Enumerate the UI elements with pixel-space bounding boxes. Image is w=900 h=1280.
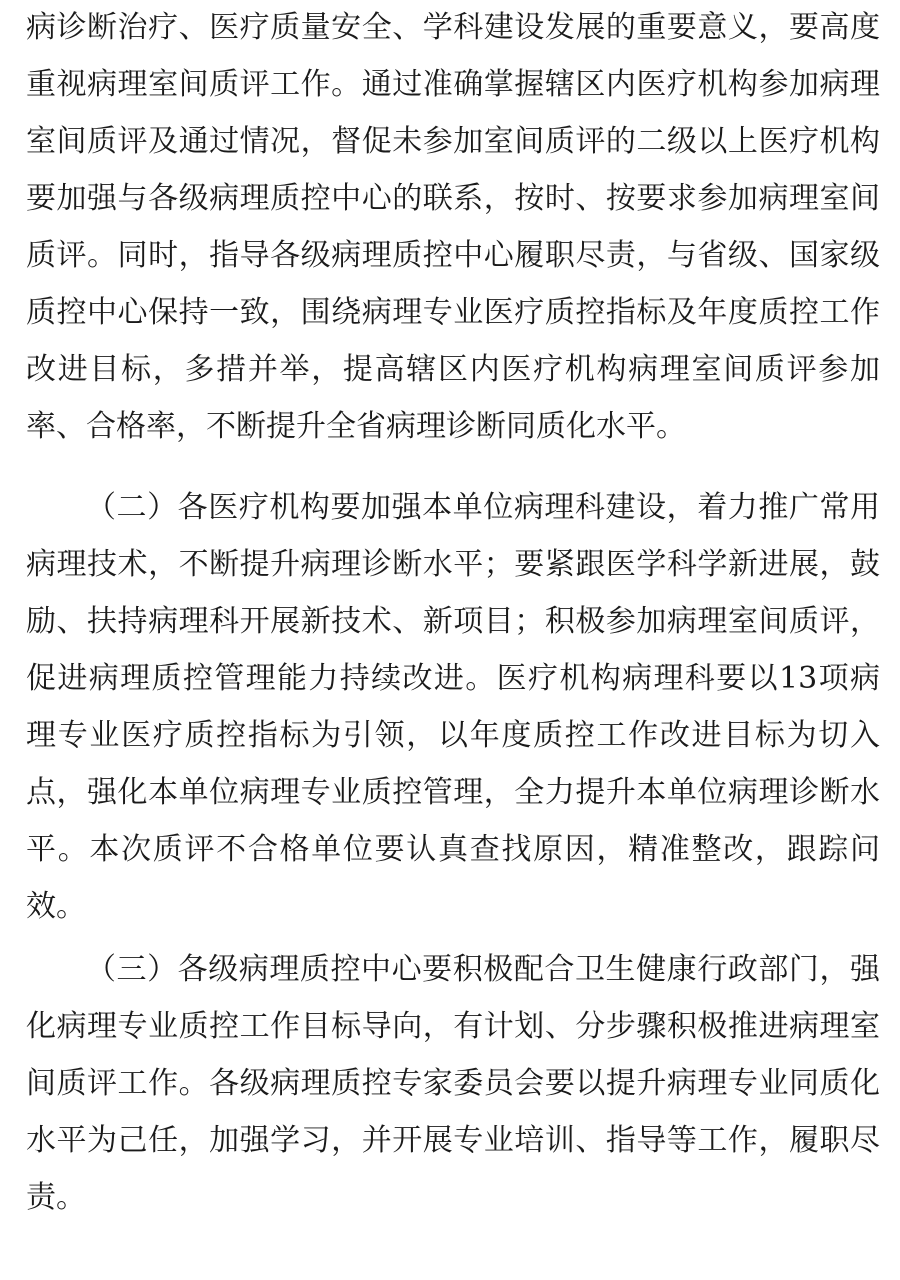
paragraph-3-line-2: 化病理专业质控工作目标导向，有计划、分步骤积极推进病理室 [26, 1009, 880, 1044]
paragraph-2-line-7: 平。本次质评不合格单位要认真查找原因，精准整改，跟踪问 [26, 832, 880, 867]
paragraph-3-line-3: 间质评工作。各级病理质控专家委员会要以提升病理专业同质化 [26, 1066, 880, 1101]
paragraph-3-line-1: （三）各级病理质控中心要积极配合卫生健康行政部门，强 [86, 952, 880, 987]
paragraph-2-line-6: 点，强化本单位病理专业质控管理，全力提升本单位病理诊断水 [26, 775, 880, 810]
paragraph-1-line-2: 重视病理室间质评工作。通过准确掌握辖区内医疗机构参加病理 [26, 67, 880, 102]
paragraph-1-line-1: 病诊断治疗、医疗质量安全、学科建设发展的重要意义，要高度 [26, 10, 880, 45]
paragraph-1-line-3: 室间质评及通过情况，督促未参加室间质评的二级以上医疗机构 [26, 124, 880, 159]
paragraph-1-line-6: 质控中心保持一致，围绕病理专业医疗质控指标及年度质控工作 [26, 295, 880, 330]
paragraph-1-line-8: 率、合格率，不断提升全省病理诊断同质化水平。 [26, 409, 686, 444]
paragraph-1-line-5: 质评。同时，指导各级病理质控中心履职尽责，与省级、国家级 [26, 238, 880, 273]
paragraph-2-line-8: 效。 [26, 889, 86, 924]
paragraph-3-line-5: 责。 [26, 1180, 86, 1215]
paragraph-1-line-4: 要加强与各级病理质控中心的联系，按时、按要求参加病理室间 [26, 181, 880, 216]
paragraph-1-line-7: 改进目标，多措并举，提高辖区内医疗机构病理室间质评参加 [26, 352, 880, 387]
paragraph-2-line-4: 促进病理质控管理能力持续改进。医疗机构病理科要以13项病 [26, 661, 880, 696]
paragraph-2-line-5: 理专业医疗质控指标为引领，以年度质控工作改进目标为切入 [26, 718, 880, 753]
paragraph-3-line-4: 水平为己任，加强学习，并开展专业培训、指导等工作，履职尽 [26, 1123, 880, 1158]
paragraph-2-line-3: 励、扶持病理科开展新技术、新项目；积极参加病理室间质评， [26, 604, 880, 639]
paragraph-2-line-1: （二）各医疗机构要加强本单位病理科建设，着力推广常用 [86, 490, 880, 525]
paragraph-2-line-2: 病理技术，不断提升病理诊断水平；要紧跟医学科学新进展，鼓 [26, 547, 880, 582]
